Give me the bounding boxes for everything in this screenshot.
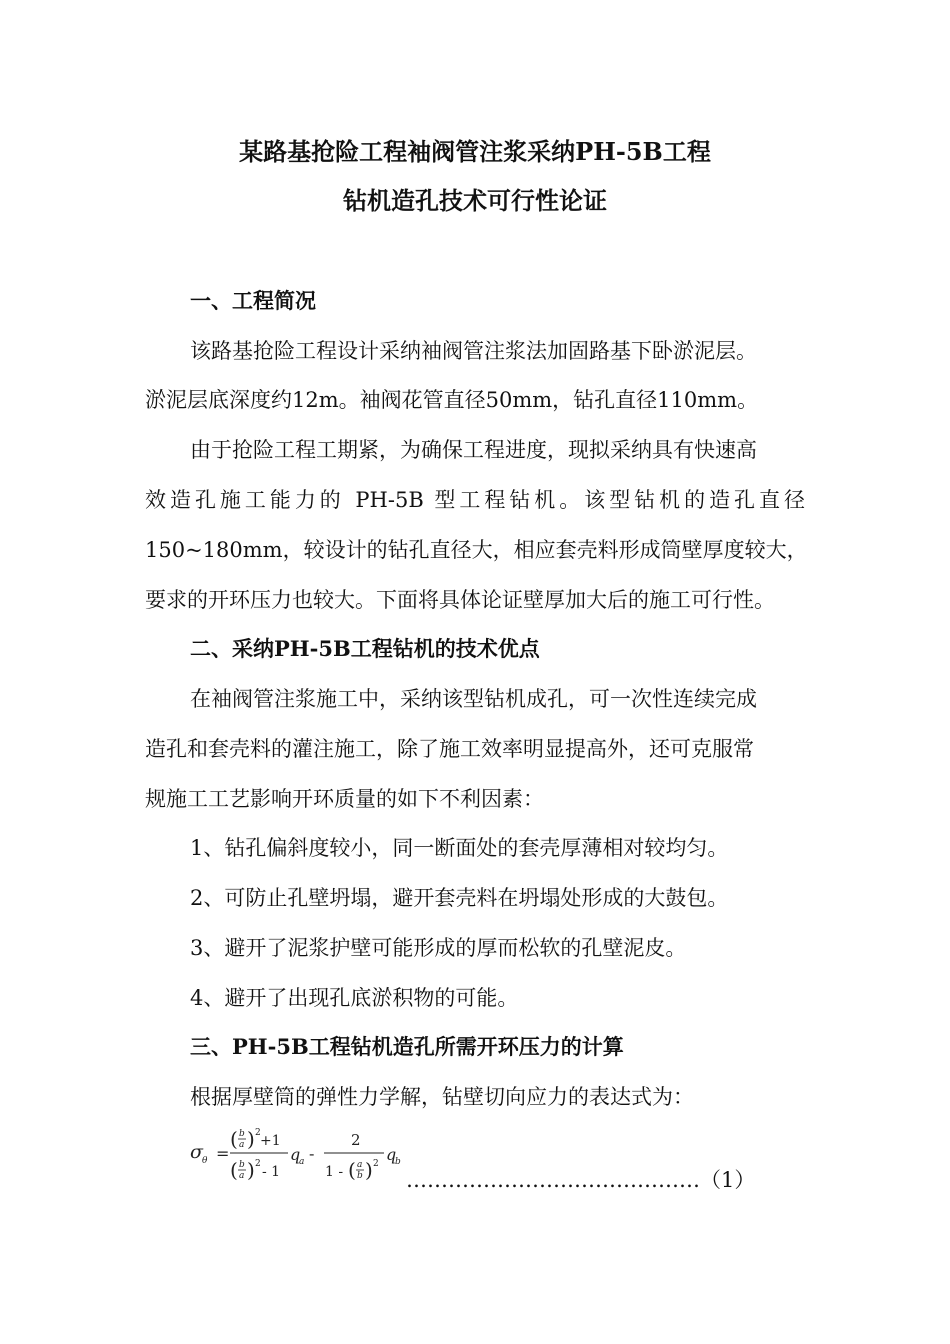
paragraph-line: 150~180mm，较设计的钻孔直径大，相应套壳料形成筒壁厚度较大， bbox=[145, 538, 808, 562]
paragraph-line: 造孔和套壳料的灌注施工，除了施工效率明显提高外，还可克服常 bbox=[145, 737, 754, 761]
paren-open: ( bbox=[230, 1127, 238, 1151]
document-title-line-1: 某路基抢险工程袖阀管注浆采纳PH-5B工程 bbox=[239, 137, 711, 166]
paragraph-line: 由于抢险工程工期紧，为确保工程进度，现拟采纳具有快速高 bbox=[190, 438, 757, 462]
exponent: 2 bbox=[373, 1159, 379, 1169]
list-item: 3、避开了泥浆护壁可能形成的厚而松软的孔壁泥皮。 bbox=[190, 936, 687, 960]
tangential-stress-formula bbox=[188, 1124, 418, 1188]
paren-close: ) bbox=[247, 1158, 255, 1182]
list-item: 1、钻孔偏斜度较小，同一断面处的套壳厚薄相对较均匀。 bbox=[190, 836, 729, 860]
paragraph-line: 在袖阀管注浆施工中，采纳该型钻机成孔，可一次性连续完成 bbox=[190, 687, 757, 711]
minus-sign: - bbox=[309, 1144, 315, 1163]
document-title-line-2: 钻机造孔技术可行性论证 bbox=[343, 186, 607, 215]
paren-close: ) bbox=[365, 1158, 373, 1182]
theta-subscript: θ bbox=[202, 1156, 208, 1166]
section-1-heading: 一、工程简况 bbox=[190, 288, 316, 313]
paragraph-line: 淤泥层底深度约12m。袖阀花管直径50mm，钻孔直径110mm。 bbox=[145, 388, 759, 412]
frac-b: b bbox=[239, 1129, 245, 1139]
paragraph-line: 该路基抢险工程设计采纳袖阀管注浆法加固路基下卧淤泥层。 bbox=[190, 339, 757, 363]
section-3-heading: 三、PH-5B工程钻机造孔所需开环压力的计算 bbox=[190, 1034, 624, 1059]
paragraph-line: 效造孔施工能力的 PH-5B 型工程钻机。该型钻机的造孔直径 bbox=[145, 488, 805, 512]
frac-a: a bbox=[357, 1160, 363, 1170]
paragraph-line: 规施工工艺影响开环质量的如下不利因素： bbox=[145, 787, 544, 811]
frac-b: b bbox=[239, 1160, 245, 1170]
sigma-symbol: σ bbox=[190, 1141, 203, 1163]
q-symbol: q bbox=[386, 1145, 397, 1164]
paren-open: ( bbox=[348, 1158, 356, 1182]
paragraph-line: 根据厚壁筒的弹性力学解，钻壁切向应力的表达式为： bbox=[190, 1085, 694, 1109]
frac-b: b bbox=[357, 1171, 363, 1181]
two-numerator: 2 bbox=[351, 1131, 361, 1149]
q-subscript-a: a bbox=[299, 1157, 305, 1167]
frac-a: a bbox=[239, 1171, 245, 1181]
plus-one: +1 bbox=[260, 1133, 281, 1149]
paragraph-line: 要求的开环压力也较大。下面将具体论证壁厚加大后的施工可行性。 bbox=[145, 588, 775, 612]
list-item: 4、避开了出现孔底淤积物的可能。 bbox=[190, 986, 519, 1010]
q-subscript-b: b bbox=[395, 1157, 401, 1167]
one-minus: 1 - bbox=[325, 1164, 344, 1180]
equation-number: ……………………………………（1） bbox=[406, 1168, 756, 1192]
exponent: 2 bbox=[255, 1128, 261, 1138]
equals-sign: = bbox=[216, 1144, 230, 1163]
paren-close: ) bbox=[247, 1127, 255, 1151]
minus-one: - 1 bbox=[262, 1164, 281, 1180]
exponent: 2 bbox=[255, 1159, 261, 1169]
frac-a: a bbox=[239, 1140, 245, 1150]
q-symbol: q bbox=[290, 1145, 301, 1164]
section-2-heading: 二、采纳PH-5B工程钻机的技术优点 bbox=[190, 636, 540, 661]
list-item: 2、可防止孔壁坍塌，避开套壳料在坍塌处形成的大鼓包。 bbox=[190, 886, 729, 910]
paren-open: ( bbox=[230, 1158, 238, 1182]
